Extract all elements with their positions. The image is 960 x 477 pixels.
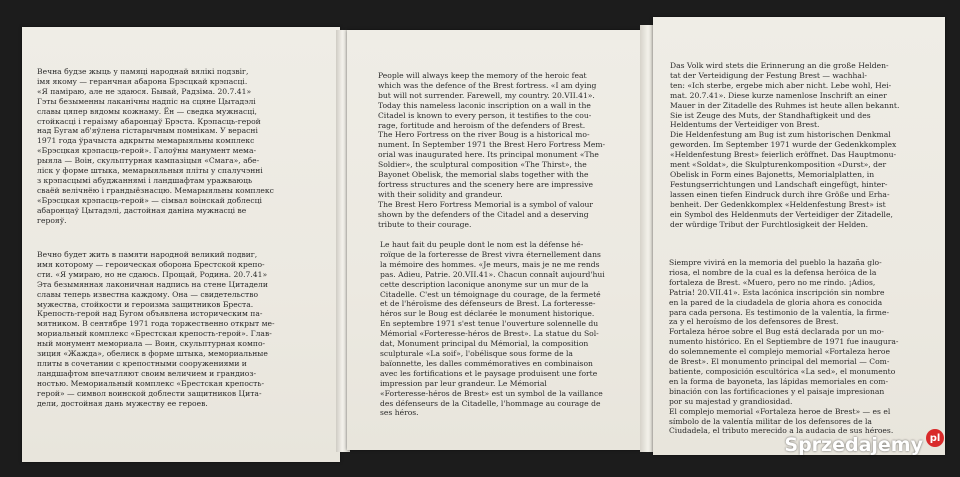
- russian-paragraph: Вечно будет жить в памяти народной великий подвиг, имя которому — героическая оборона Брестской крепо- сти. «Я умираю, но не сдаюсь. Прощай, Родина. 20.7.41» Эта безымянная лаконичная надпись на стене Цитадели славы теперь известна каждому. Она — свидетельство мужества, стойкости и героизма защитников Бреста. Крепость-герой над Бугом объявлена историческим па- мятником. В сентябре 1971 года торжественно открыт ме- мориальный комплекс «Брестская крепость-герой». Глав- ный монумент мемориала — Воин, скульптурная компо- зиция «Жажда», обелиск в форме штыка, мемориальные плиты в сочетании с крепостными сооружениями и ландшафтом впечатляют своим величием и грандиоз- ностью. Мемориальный комплекс «Брестская крепость- герой» — символ воинской доблести защитников Цита- дели, достойная дань мужеству ее героев.: [37, 250, 275, 408]
- belarusian-paragraph: Вечна будзе жыць у памяці народнай вялікі подзвіг, імя якому — геранчная абарона Брэсцкай крэпасці. «Я паміраю, але не здаюся. Бывай, Радзіма. 20.7.41» Гэты безыменны лаканічны надпіс на сцяне Цытадэлі славы цяпер вядомы кожнаму. Ён — сведка мужнасці, стойкасці і гераізму абаронцаў Брэста. Крэпасць-герой над Бугам аб'яўлена гістарычным помнікам. У верасні 1971 года ўрачыста адкрыты мемарыяльны комплекс «Брэсцкая крэпасць-герой». Галоўны манумент мема- рыяла — Воін, скульптурная кампазіцыя «Смага», абе- ліск у форме штыка, мемарыяльныя пліты у спалучэнні з крэпасцымі абуджаннямі і ландшафтам уражваюць сваёй велічнёю і грандыёзнасцю. Мемарыяльны комплекс «Брэсцкая крэпасць-герой» — сімвал воінскай доблесці абаронцаў Цытадэлі, дастойная даніна мужнасці ве герояў.: [37, 67, 274, 225]
- german-paragraph: Das Volk wird stets die Erinnerung an die große Helden- tat der Verteidigung der Festung Brest — wachhal- ten: «Ich sterbe, ergebe mich aber nicht. Lebe wohl, Hei- mat. 20.7.41». Diese kurze namenlose Inschrift an einer Mauer in der Zitadelle des Ruhmes ist heute allen bekannt. Sie ist Zeuge des Muts, der Standhaftigkeit und des Heldentums der Verteidiger von Brest. Die Heldenfestung am Bug ist zum historischen Denkmal geworden. Im September 1971 wurde der Gedenkkomplex «Heldenfestung Brest» feierlich eröffnet. Das Hauptmonu- ment «Soldat», die Skulpturenkomposition «Durst», der Obelisk in Form eines Bajonetts, Memorialplatten, in Festungserrichtungen und Landschaft eingefügt, hinter- lassen einen tiefen Eindruck durch ihre Größe und Erha- benheit. Der Gedenkkomplex «Heldenfestung Brest» ist ein Symbol des Heldenmuts der Verteidiger der Zitadelle, der würdige Tribut der Furchtlosigkeit der Helden.: [670, 61, 900, 229]
- english-paragraph: People will always keep the memory of the heroic feat which was the defence of the Brest fortress. «I am dying but will not surrender. Farewell, my country. 20.VII.41». Today this nameless laconic inscription on a wall in the Citadel is known to every person, it testifies to the cou- rage, fortitude and heroism of the defenders of Brest. The Hero Fortress on the river Boug is a historical mo- nument. In September 1971 the Brest Hero Fortress Mem- orial was inaugurated here. Its principal monument «The Soldier», the sculptural composition «The Thirst», the Bayonet Obelisk, the memorial slabs together with the fortress structures and the scenery here are impressive with their solidity and grandeur. The Brest Hero Fortress Memorial is a symbol of valour shown by the defenders of the Citadel and a deserving tribute to their courage.: [378, 71, 606, 229]
- watermark-badge-icon: pl: [926, 429, 944, 447]
- watermark-text: Sprzedajemy: [784, 434, 923, 456]
- spanish-paragraph: Siempre vivirá en la memoria del pueblo la hazaña glo- riosa, el nombre de la cual es la defensa heróica de la fortaleza de Brest. «Muero, pero no me rindo. ¡Adios, Patria! 20.VII.41». Esta lacónica inscripción sin nombre en la pared de la ciudadela de gloria ahora es conocida para cada persona. Es testimonio de la valentía, la firme- za y el heroísmo de los defensores de Brest. Fortaleza héroe sobre el Bug está declarada por un mo- numento histórico. En el Septiembre de 1971 fue inaugura- do solemnemente el complejo memorial «Fortaleza heroe de Brest». El monumento principal del memorial — Com- batiente, composición escultórica «La sed», el monumento en la forma de bayoneta, las lápidas memoriales en com- binación con las fortificaciones y el paisaje impresionan por su majestad y grandiosidad. El complejo memorial «Fortaleza heroe de Brest» — es el símbolo de la valentía militar de los defensores de la Ciudadela, el tributo merecido a la audacia de sus héroes.: [669, 258, 899, 436]
- sprzedajemy-watermark: [784, 434, 944, 456]
- french-paragraph: Le haut fait du peuple dont le nom est la défense hé- roïque de la forteresse de Brest vivra éternellement dans la mémoire des hommes. «Je meurs, mais je ne me rends pas. Adieu, Patrie. 20.VII.41». Chacun connaît aujourd'hui cette description laconique anonyme sur un mur de la Citadelle. C'est un témoignage du courage, de la fermeté et de l'héroïsme des défenseurs de Brest. La forteresse- héros sur le Boug est déclarée le monument historique. En septembre 1971 s'est tenue l'ouverture solennelle du Mémorial «Forteresse-héros de Brest». La statue du Sol- dat, Monument principal du Mémorial, la composition sculpturale «La soif», l'obélisque sous forme de la baïonnette, les dalles commémoratives en combinaison avec les fortifications et le paysage produisent une forte impression par leur grandeur. Le Mémorial «Forteresse-héros de Brest» est un symbol de la vaillance des défenseurs de la Citadelle, l'hommage au courage de ses héros.: [380, 240, 605, 418]
